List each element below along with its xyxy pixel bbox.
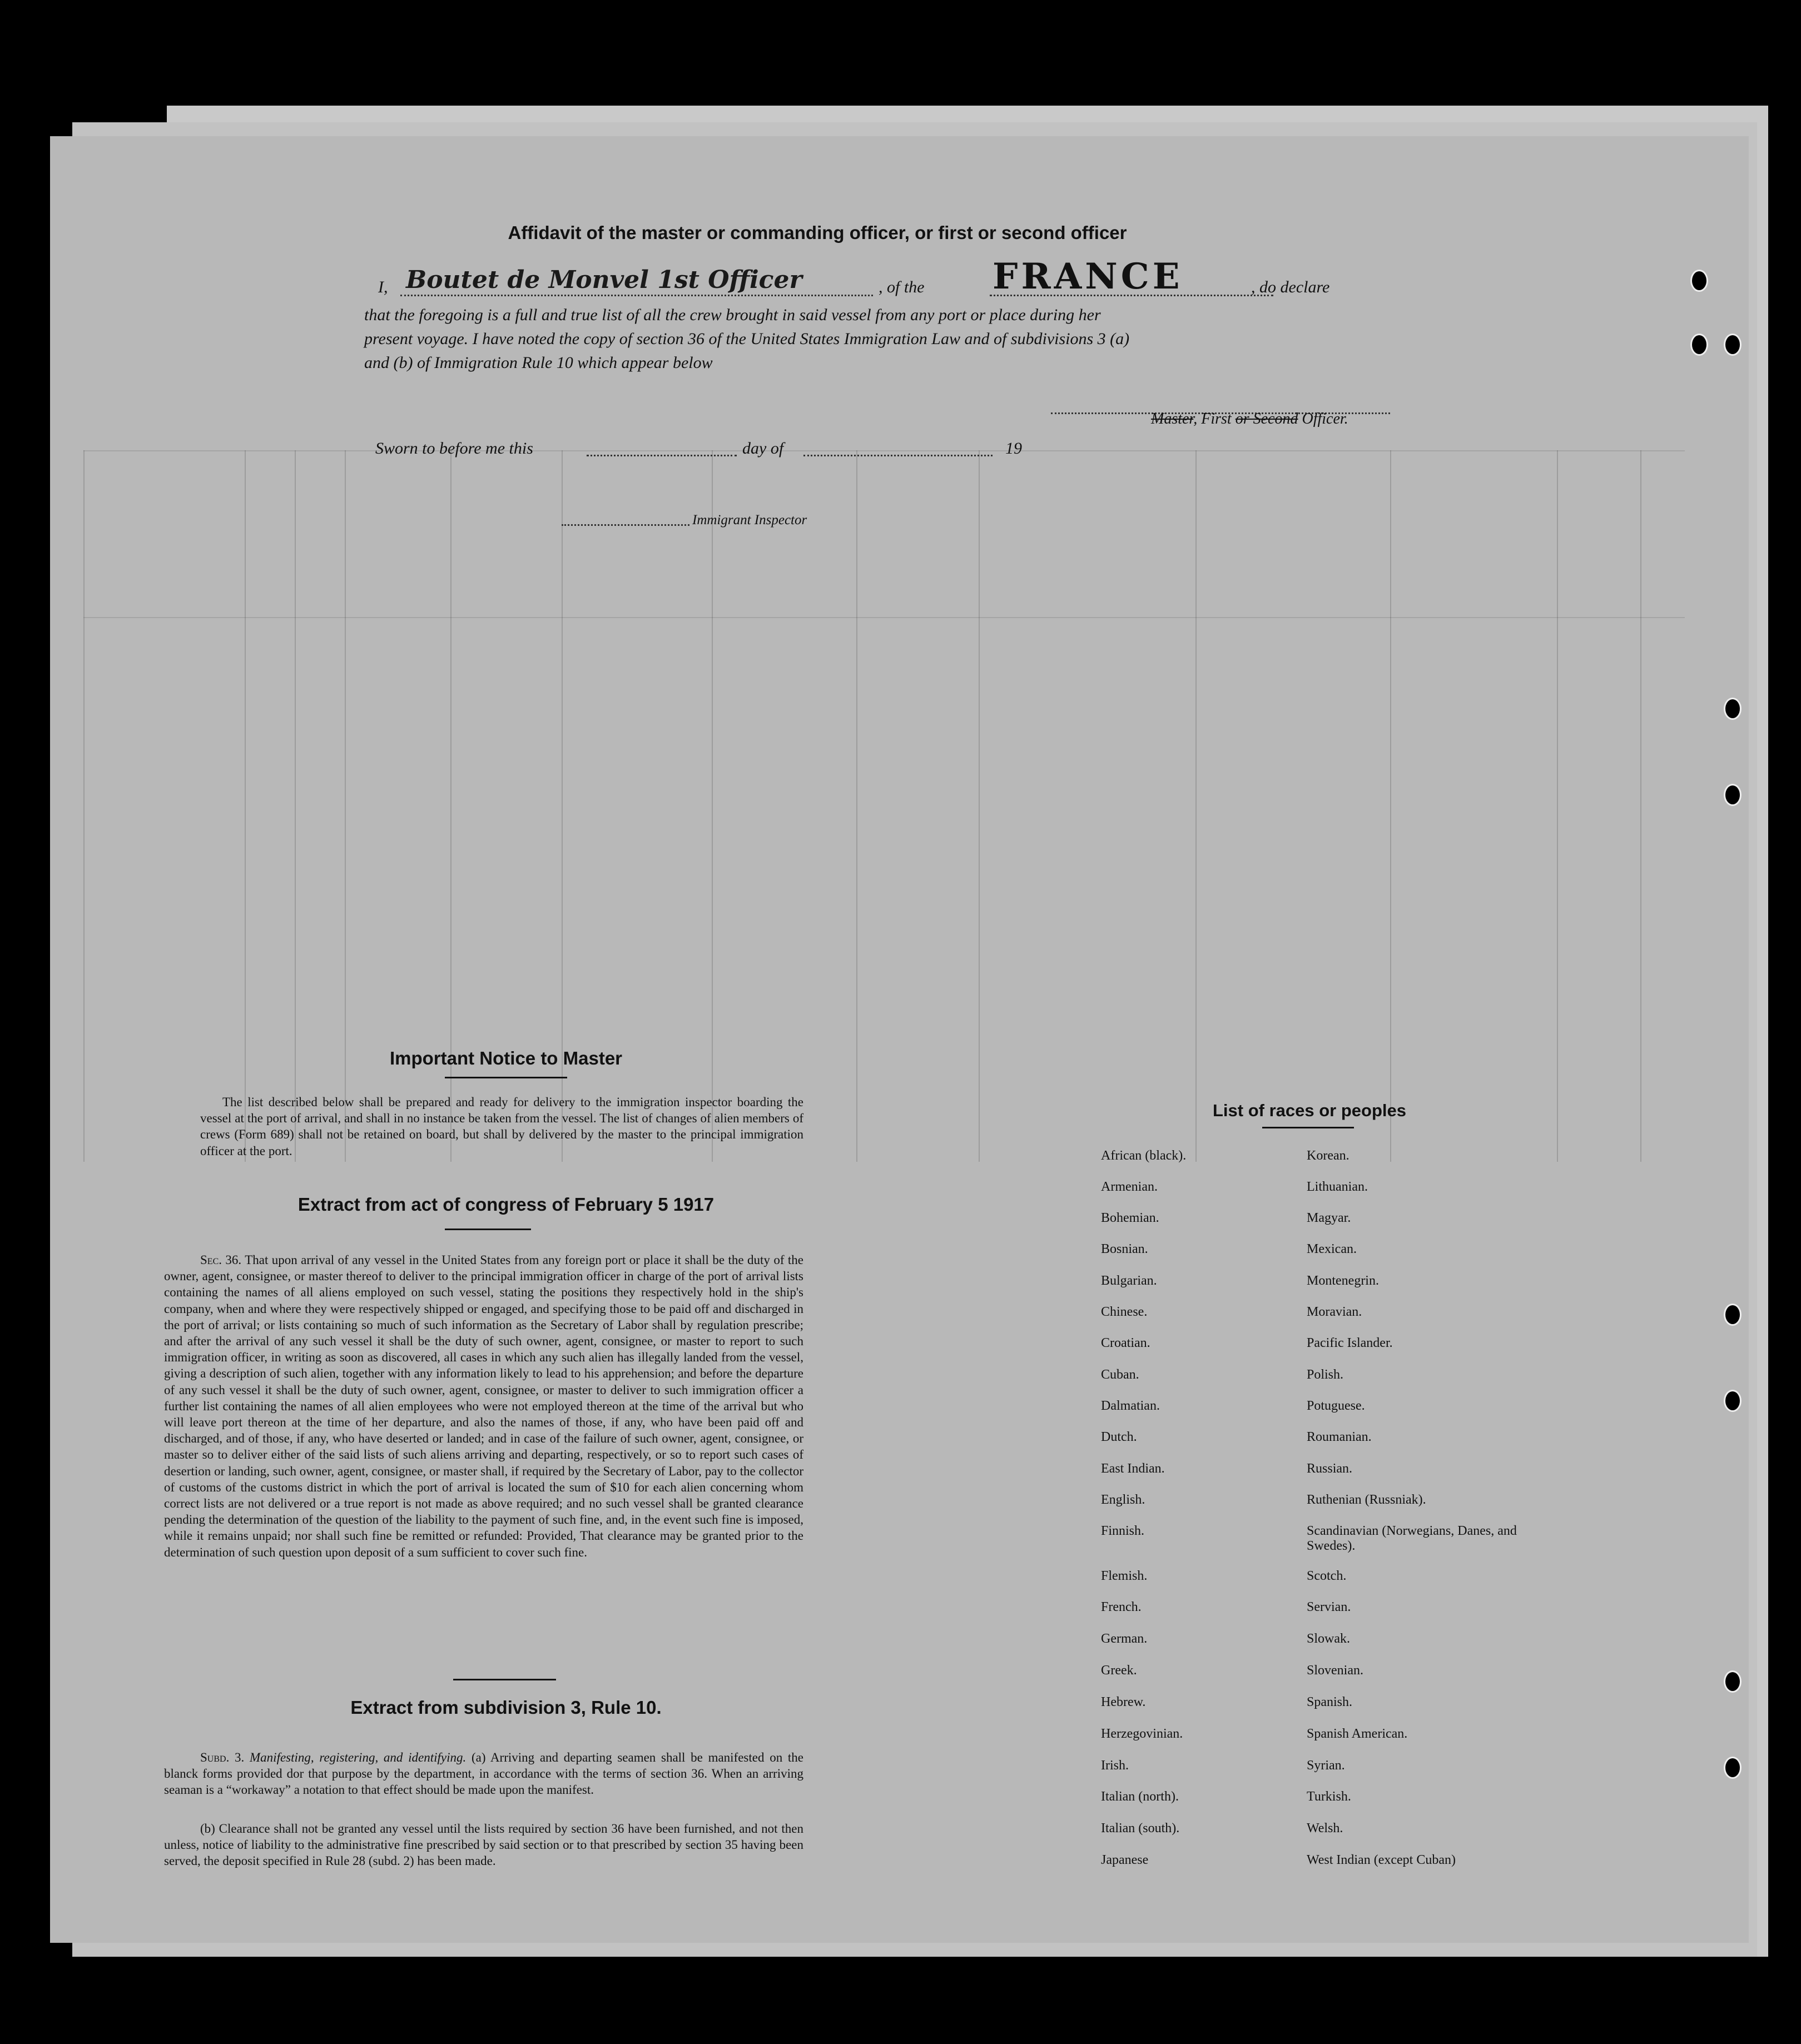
race-right: Mexican. — [1307, 1242, 1357, 1256]
binder-hole — [1690, 334, 1708, 356]
race-right: Turkish. — [1307, 1789, 1351, 1804]
sworn-label: Sworn to before me this — [375, 439, 533, 457]
inspector-label: Immigrant Inspector — [692, 513, 807, 528]
officer-suffix: Officer. — [1302, 410, 1348, 427]
race-left: Bosnian. — [1101, 1242, 1148, 1256]
declarant-handwritten: Boutet de Monvel 1st Officer — [406, 266, 802, 294]
officer-first: , First — [1193, 410, 1232, 427]
race-right: Spanish. — [1307, 1695, 1353, 1709]
race-right: West Indian (except Cuban) — [1307, 1853, 1456, 1867]
race-left: Irish. — [1101, 1758, 1129, 1773]
manifest-page — [50, 136, 1749, 1943]
race-right: Scotch. — [1307, 1569, 1347, 1583]
act-extract-body — [164, 1252, 803, 1560]
binder-hole — [1724, 1670, 1742, 1693]
race-left: Bulgarian. — [1101, 1274, 1157, 1288]
binder-hole — [1724, 1390, 1742, 1412]
rule-extract-body-a — [164, 1749, 803, 1798]
race-right: Welsh. — [1307, 1821, 1343, 1836]
race-right: Lithuanian. — [1307, 1180, 1368, 1194]
race-right: Ruthenian (Russniak). — [1307, 1493, 1426, 1507]
race-left: Croatian. — [1101, 1336, 1150, 1350]
race-left: Hebrew. — [1101, 1695, 1146, 1709]
race-left: Flemish. — [1101, 1569, 1148, 1583]
race-right: Russian. — [1307, 1461, 1353, 1476]
races-title: List of races or peoples — [1213, 1101, 1406, 1120]
declarant-line — [400, 295, 873, 296]
statement-line-2: present voyage. I have noted the copy of section 36 of the United States Immigration Law and of subdivisions 3 (a) — [364, 330, 1130, 348]
notice-text: The list described below shall be prepared and ready for delivery to the immigration inspector boarding the vessel at the port of arrival, and shall in no instance be taken from the vessel. The list of changes of alien members of crews (Form 689) shall not be retained on board, but shall by delivered by the master to the principal immigration officer at the port. — [200, 1095, 803, 1158]
race-right: Pacific Islander. — [1307, 1336, 1393, 1350]
binder-hole — [1724, 1757, 1742, 1779]
race-left: French. — [1101, 1600, 1142, 1614]
vessel-line — [990, 295, 1273, 296]
race-left: English. — [1101, 1493, 1145, 1507]
race-left: Armenian. — [1101, 1180, 1158, 1194]
notice-title: Important Notice to Master — [389, 1048, 623, 1068]
race-left: Bohemian. — [1101, 1211, 1159, 1225]
declarant-prefix: I, — [378, 278, 388, 296]
race-right: Moravian. — [1307, 1305, 1362, 1319]
race-left: Herzegovinian. — [1101, 1727, 1183, 1741]
race-left: African (black). — [1101, 1148, 1187, 1163]
do-declare-label: , do declare — [1251, 278, 1330, 296]
rule-extract-separator — [453, 1679, 556, 1680]
race-left: East Indian. — [1101, 1461, 1165, 1476]
officer-designation — [1151, 410, 1348, 428]
race-left: Italian (north). — [1101, 1789, 1179, 1804]
race-left: Greek. — [1101, 1663, 1137, 1678]
of-the-label: , of the — [879, 278, 925, 296]
race-right: Montenegrin. — [1307, 1274, 1379, 1288]
race-left: Dutch. — [1101, 1430, 1137, 1444]
binder-hole — [1724, 334, 1742, 356]
race-left: German. — [1101, 1632, 1148, 1646]
sworn-day-line — [587, 455, 737, 456]
race-right: Syrian. — [1307, 1758, 1345, 1773]
race-left: Finnish. — [1101, 1524, 1145, 1538]
statement-line-3: and (b) of Immigration Rule 10 which appear below — [364, 354, 713, 372]
race-right: Magyar. — [1307, 1211, 1351, 1225]
binder-hole — [1724, 784, 1742, 806]
race-left: Italian (south). — [1101, 1821, 1180, 1836]
struck-second: or Second — [1235, 410, 1298, 427]
affidavit-title: Affidavit of the master or commanding officer, or first or second officer — [508, 222, 1127, 243]
subd-label: Subd. 3. — [200, 1750, 245, 1764]
vessel-name: FRANCE — [993, 256, 1183, 297]
race-left: Chinese. — [1101, 1305, 1148, 1319]
rule-extract-title: Extract from subdivision 3, Rule 10. — [350, 1697, 662, 1718]
day-of-label: day of — [742, 439, 784, 457]
binder-hole — [1690, 270, 1708, 292]
race-right: Scandinavian (Norwegians, Danes, and Swedes). — [1307, 1524, 1517, 1553]
binder-hole — [1724, 698, 1742, 720]
act-extract-text: That upon arrival of any vessel in the United States from any foreign port or place it shall be the duty of the owner, agent, consignee, or master thereof to deliver to the principal immigration officer in charge of the port of arrival lists containing the names of all aliens employed on such vessel, stating the positions they respectively hold in the ship's company, when and where they were respectively shipped or engaged, and specifying those to be paid off and discharged in the port of arrival; or lists containing so much of such information as the Secretary of Labor shall by regulation prescribe; and after the arrival of any such vessel it shall be the duty of such owner, agent, consignee, or master to report to such immigration officer, in writing as soon as discovered, all cases in which any such alien has illegally landed from the vessel, giving a description of such alien, together with any information likely to lead to his apprehension; and before the departure of any such vessel it shall be the duty of such owner, agent, consignee, or master to deliver to such immigration officer a further list containing the names of all alien employees who were not employed thereon at the time of the arrival but who will leave port thereon at the time of her departure, and also the names of those, if any, who have been paid off and discharged, and of those, if any, who have deserted or landed; and in case of the failure of such owner, agent, consignee, or master so to deliver either of the said lists of such aliens arriving and departing, respectively, or so to report such cases of desertion or landing, such owner, agent, consignee, or master shall, if required by the Secretary of Labor, pay to the collector of customs of the customs district in which the port of arrival is located the sum of $10 for each alien concerning whom correct lists are not delivered or a true report is not made as above required; and no such vessel shall be granted clearance pending the determination of the question of the liability to the payment of such fine, and, in the event such fine is imposed, while it remains unpaid; nor shall such fine be remitted or refunded: Provided, That clearance may be granted prior to the determination of such question upon deposit of a sum sufficient to cover such fine. — [164, 1253, 803, 1559]
race-right: Potuguese. — [1307, 1399, 1365, 1413]
races-title-rule — [1262, 1127, 1354, 1128]
act-extract-rule — [445, 1229, 531, 1230]
race-right: Slowak. — [1307, 1632, 1350, 1646]
binder-hole — [1724, 1304, 1742, 1326]
rule-text-b: (b) Clearance shall not be granted any vessel until the lists required by section 36 have been furnished, and not then unless, notice of liability to the administrative fine prescribed by said section or to that prescribed by section 35 having been served, the deposit specified in Rule 28 (subd. 2) has been made. — [164, 1822, 803, 1868]
statement-line-1: that the foregoing is a full and true list of all the crew brought in said vessel from any port or place during her — [364, 306, 1101, 324]
sworn-month-line — [803, 455, 993, 456]
act-extract-title: Extract from act of congress of February 5 1917 — [297, 1194, 715, 1215]
race-left: Cuban. — [1101, 1367, 1139, 1382]
race-right: Roumanian. — [1307, 1430, 1372, 1444]
race-right: Servian. — [1307, 1600, 1351, 1614]
race-left: Dalmatian. — [1101, 1399, 1160, 1413]
struck-master: Master — [1151, 410, 1194, 427]
race-right: Slovenian. — [1307, 1663, 1363, 1678]
notice-rule — [445, 1077, 567, 1078]
sec-label: Sec. 36. — [200, 1253, 242, 1267]
race-right: Spanish American. — [1307, 1727, 1408, 1741]
race-left: Japanese — [1101, 1853, 1149, 1867]
year-prefix: 19 — [1005, 439, 1022, 457]
race-right: Korean. — [1307, 1148, 1349, 1163]
race-right: Polish. — [1307, 1367, 1344, 1382]
subd-heading: Manifesting, registering, and identifying. — [250, 1750, 467, 1764]
inspector-signature-line — [562, 524, 689, 526]
rule-text-a: (a) Arriving and departing seamen shall be manifested on the blanck forms provided dor that purpose by the department, in accordance with the terms of section 36. When an arriving seaman is a “workaway” a notation to that effect should be made upon the manifest. — [164, 1750, 804, 1797]
